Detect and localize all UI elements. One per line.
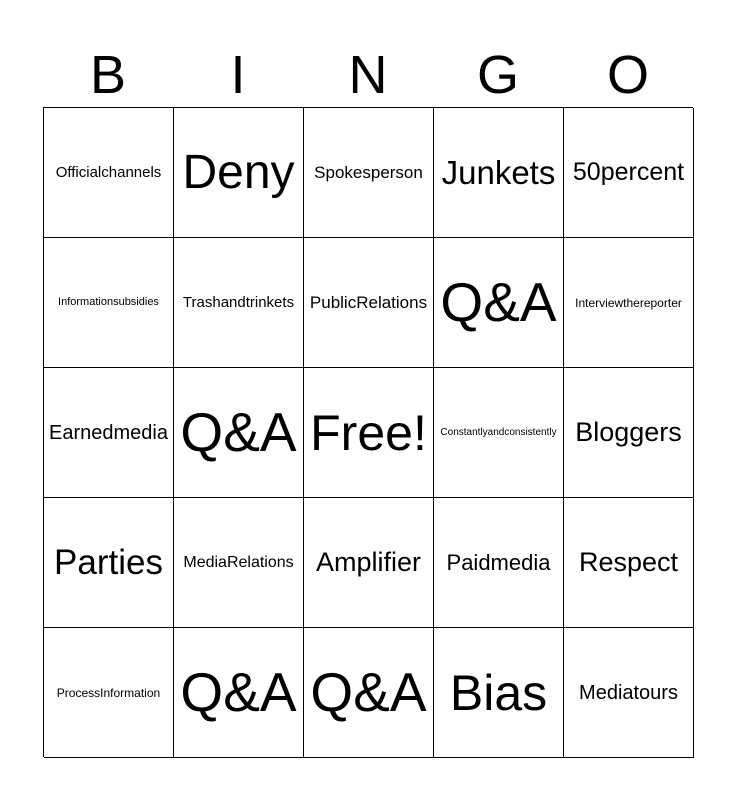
header-letter-b: B [89,45,127,105]
bingo-cell[interactable] [174,498,304,628]
bingo-cell[interactable] [564,238,694,368]
bingo-cell[interactable] [564,498,694,628]
bingo-cell[interactable] [44,368,174,498]
bingo-cell[interactable] [564,368,694,498]
header-letter-g: G [476,45,519,105]
cell-text: Deny [182,145,295,199]
bingo-header [43,42,693,108]
header-letter-o: O [606,45,649,105]
cell-text: Interviewthereporter [575,295,682,310]
cell-text: Bloggers [575,417,682,447]
cell-text: Bias [449,664,548,721]
bingo-cell[interactable] [564,628,694,758]
cell-text: Informationsubsidies [58,296,159,308]
bingo-cell[interactable] [304,628,434,758]
bingo-cell[interactable] [434,238,564,368]
cell-text: Mediatours [579,681,678,704]
bingo-cell[interactable] [44,628,174,758]
cell-text: Constantlyandconsistently [440,426,557,438]
bingo-cell[interactable] [174,238,304,368]
header-letter-n: N [348,45,388,105]
bingo-cell[interactable] [434,498,564,628]
bingo-cell[interactable] [44,238,174,368]
cell-text: 50percent [572,158,685,186]
bingo-cell[interactable] [174,628,304,758]
bingo-cell[interactable] [304,238,434,368]
bingo-cell[interactable] [174,108,304,238]
bingo-cell[interactable] [564,108,694,238]
bingo-cell[interactable] [174,368,304,498]
cell-text: Spokesperson [314,163,423,182]
cell-text: Q&A [440,271,557,333]
cell-text: ProcessInformation [56,685,161,700]
bingo-cell[interactable] [434,108,564,238]
bingo-cell[interactable] [304,498,434,628]
cell-text: Junkets [441,154,556,191]
cell-text: Q&A [180,401,297,463]
bingo-cell[interactable] [304,108,434,238]
cell-text: Respect [578,547,679,577]
bingo-cell[interactable] [434,628,564,758]
cell-text: Amplifier [315,547,422,577]
cell-text: Officialchannels [55,164,162,181]
bingo-cell[interactable] [44,108,174,238]
cell-text: Q&A [310,661,427,723]
header-letter-i: I [230,45,246,105]
cell-text: Q&A [180,661,297,723]
bingo-cell[interactable] [44,498,174,628]
bingo-cell[interactable] [434,368,564,498]
cell-text: Parties [54,543,163,582]
cell-text: Earnedmedia [49,421,168,444]
cell-text: Free! [310,404,427,461]
cell-text: Paidmedia [446,549,551,575]
bingo-board [43,107,693,757]
bingo-cell[interactable] [304,368,434,498]
cell-text: MediaRelations [183,553,294,571]
cell-text: PublicRelations [309,293,428,312]
cell-text: Trashandtrinkets [182,294,295,311]
